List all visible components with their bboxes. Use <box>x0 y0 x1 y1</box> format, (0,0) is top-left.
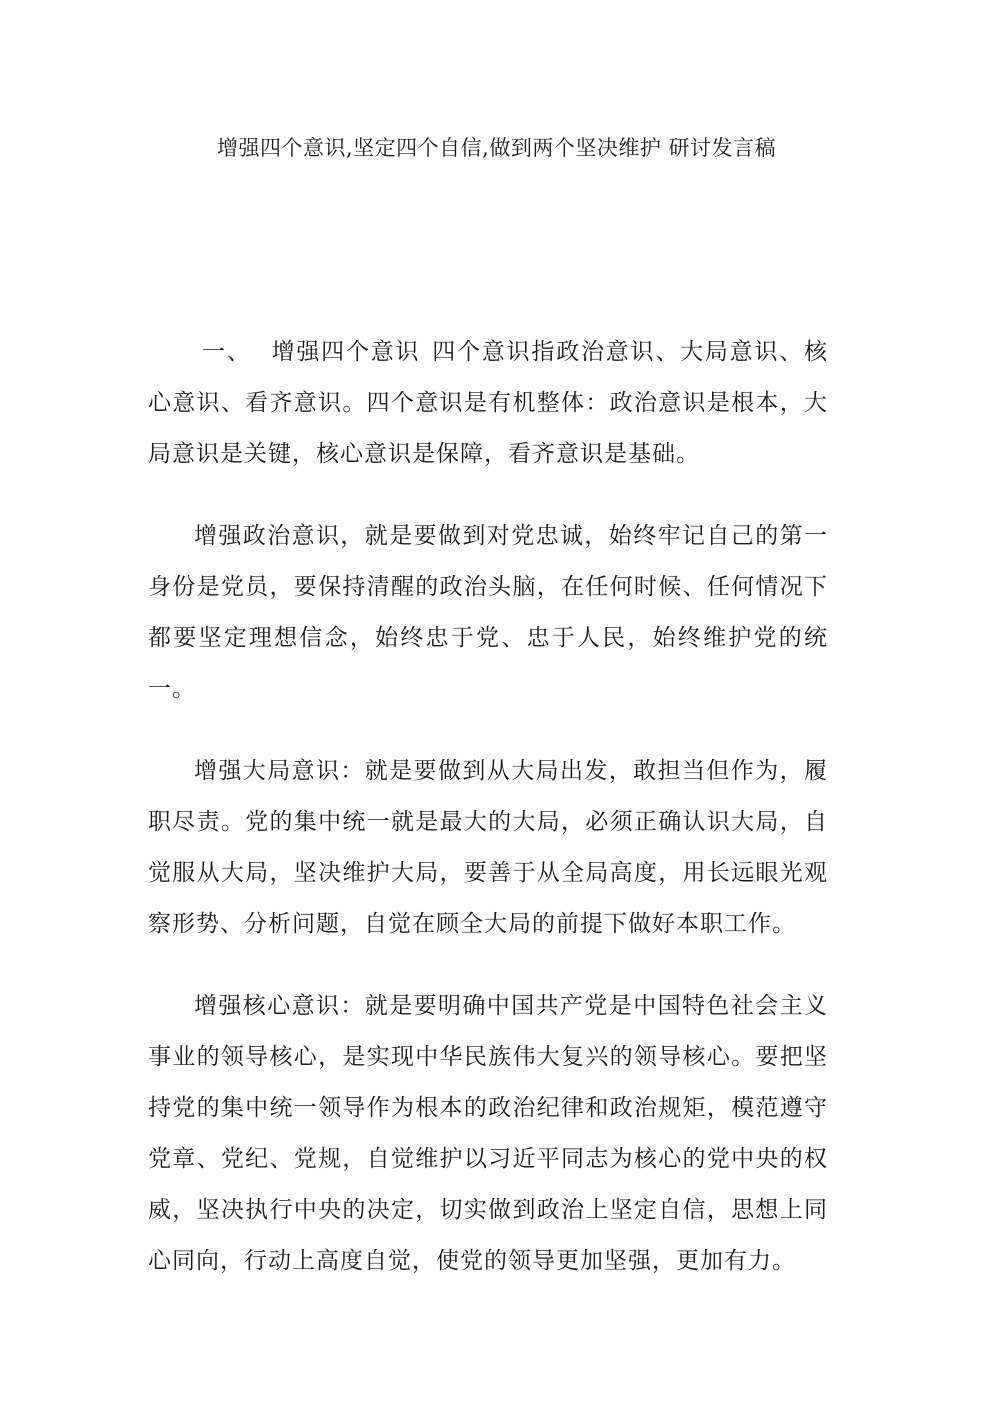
paragraph-core-awareness: 增强核心意识：就是要明确中国共产党是中国特色社会主义事业的领导核心，是实现中华民族伟大复兴的领导核心。要把坚持党的集中统一领导作为根本的政治纪律和政治规矩，模范遵守党章、党纪、党规，自觉维护以习近平同志为核心的党中央的权威，坚决执行中央的决定，切实做到政治上坚定自信，思想上同心同向，行动上高度自觉，使党的领导更加坚强，更加有力。 <box>148 993 828 1274</box>
section-one-paragraph <box>148 327 828 480</box>
section-heading: 增强四个意识 <box>271 339 421 365</box>
section-text: 四个意识指政治意识、大局意识、核心意识、看齐意识。四个意识是有机整体：政治意识是根本，大局意识是关键，核心意识是保障，看齐意识是基础。 <box>148 339 829 467</box>
paragraph-political-awareness: 增强政治意识，就是要做到对党忠诚，始终牢记自己的第一身份是党员，要保持清醒的政治头脑，在任何时候、任何情况下都要坚定理想信念，始终忠于党、忠于人民，始终维护党的统一。 <box>148 523 828 702</box>
document-title: 增强四个意识,坚定四个自信,做到两个坚决维护 研讨发言稿 <box>216 136 777 160</box>
document-body <box>148 327 828 1318</box>
paragraph-overall-awareness: 增强大局意识：就是要做到从大局出发，敢担当但作为，履职尽责。党的集中统一就是最大的大局，必须正确认识大局，自觉服从大局，坚决维护大局，要善于从全局高度，用长远眼光观察形势、分析问题，自觉在顾全大局的前提下做好本职工作。 <box>148 758 828 937</box>
section-number: 一、 <box>202 339 252 365</box>
